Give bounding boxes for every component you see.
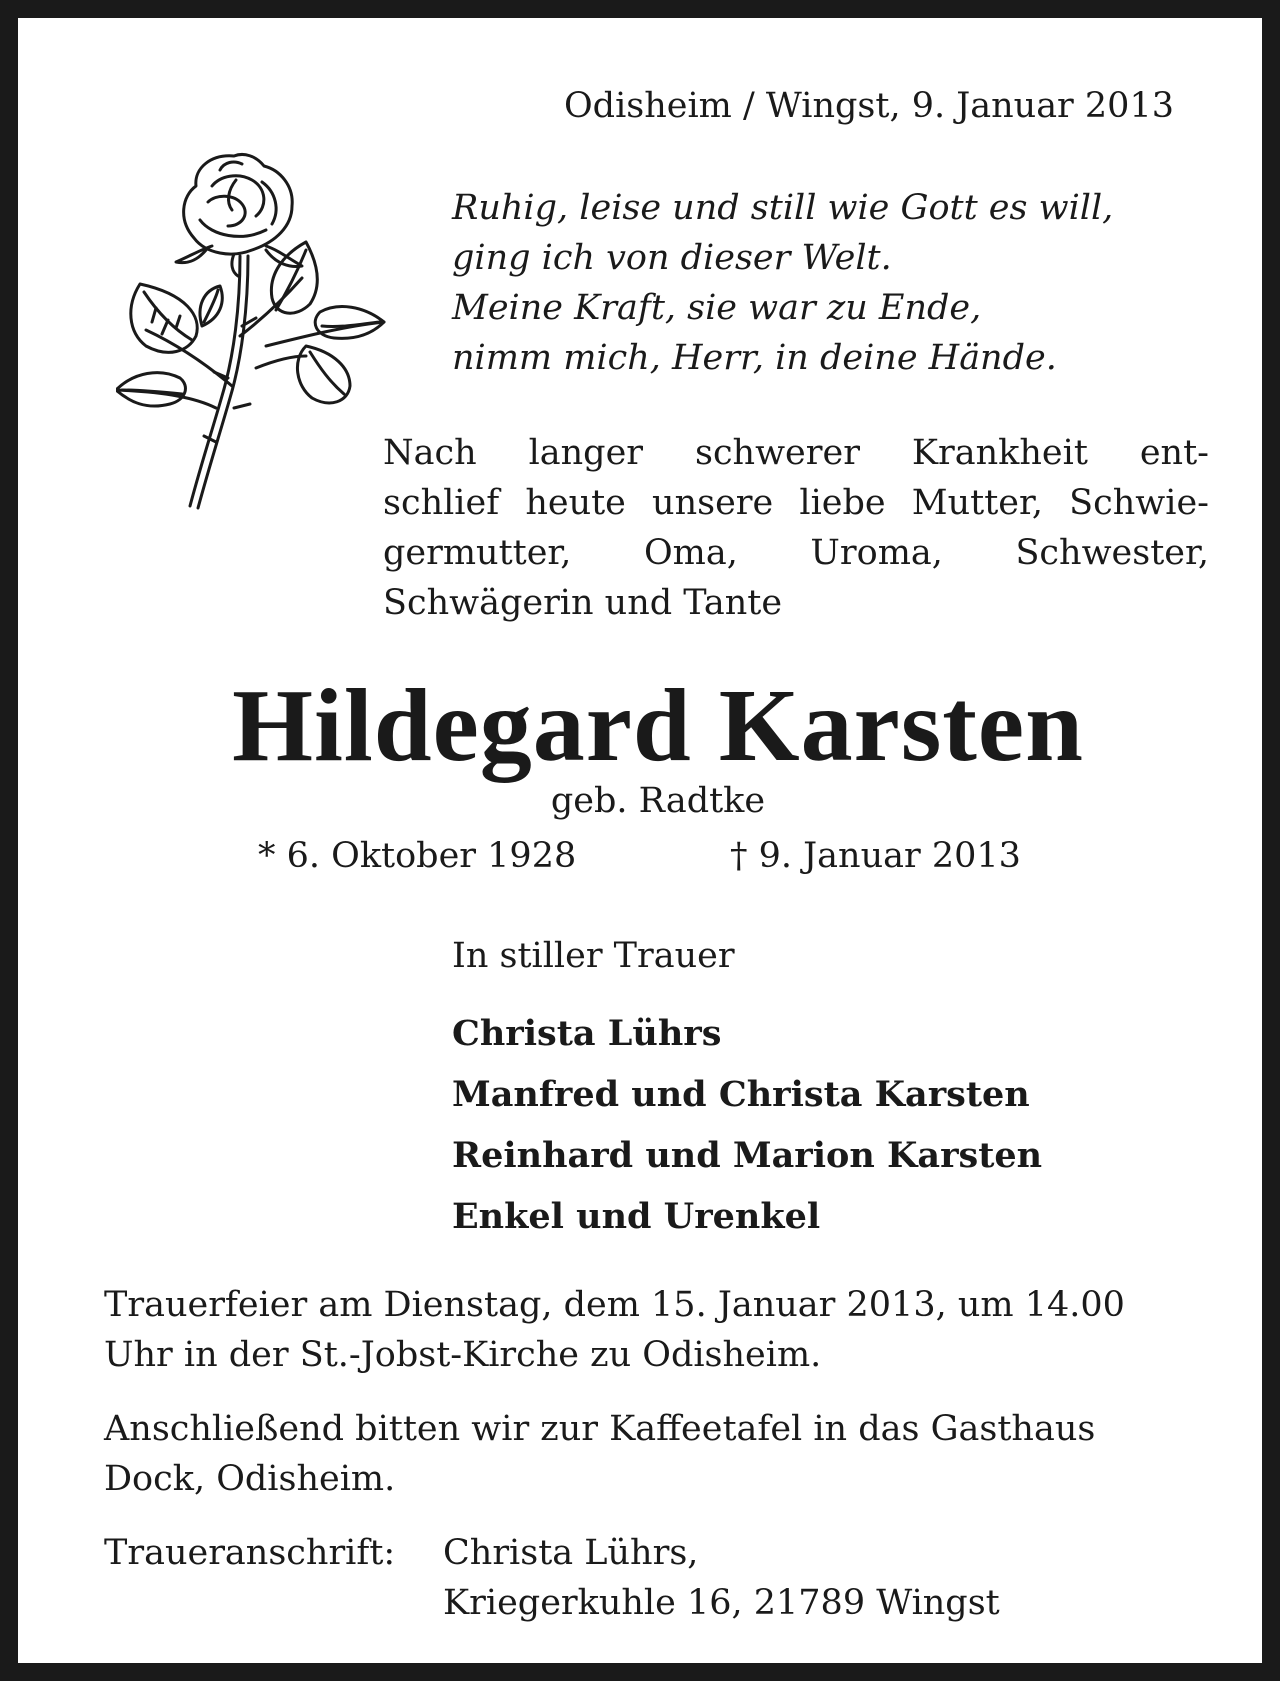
mourning-address	[443, 1528, 1000, 1628]
death-date: † 9. Januar 2013	[730, 836, 1021, 876]
deceased-name: Hildegard Karsten	[232, 668, 1084, 783]
poem	[452, 183, 1113, 383]
maiden-name: geb. Radtke	[550, 781, 766, 821]
reception-info	[104, 1404, 1095, 1504]
funeral-line: Trauerfeier am Dienstag, dem 15. Januar 2013, um 14.00	[104, 1285, 1125, 1325]
reception-line: Anschließend bitten wir zur Kaffeetafel in das Gasthaus	[104, 1409, 1096, 1449]
announcement-line: Nach langer schwerer Krankheit ent-	[383, 433, 1209, 473]
poem-line: nimm mich, Herr, in deine Hände.	[452, 338, 1057, 378]
announcement-line: schlief heute unsere liebe Mutter, Schwie-	[383, 483, 1209, 523]
mourner-name: Manfred und Christa Karsten	[452, 1074, 1030, 1115]
mourner-name: Enkel und Urenkel	[452, 1196, 821, 1237]
poem-line: Ruhig, leise und still wie Gott es will,	[452, 188, 1114, 228]
address-label: Traueranschrift:	[104, 1533, 396, 1573]
funeral-info	[104, 1280, 1125, 1380]
place-date: Odisheim / Wingst, 9. Januar 2013	[563, 86, 1174, 126]
address-line: Christa Lührs,	[443, 1533, 699, 1573]
mourners-list	[452, 1003, 1042, 1247]
rose-icon	[116, 146, 416, 526]
birth-date: * 6. Oktober 1928	[258, 836, 577, 876]
funeral-line: Uhr in der St.-Jobst-Kirche zu Odisheim.	[104, 1335, 822, 1375]
announcement-line: germutter, Oma, Uroma, Schwester,	[383, 533, 1209, 573]
reception-line: Dock, Odisheim.	[104, 1459, 396, 1499]
mourner-name: Christa Lührs	[452, 1013, 722, 1054]
poem-line: ging ich von dieser Welt.	[452, 238, 892, 278]
address-line: Kriegerkuhle 16, 21789 Wingst	[443, 1583, 1000, 1623]
mourner-name: Reinhard und Marion Karsten	[452, 1135, 1043, 1176]
announcement-line: Schwägerin und Tante	[383, 583, 783, 623]
poem-line: Meine Kraft, sie war zu Ende,	[452, 288, 982, 328]
mourning-heading: In stiller Trauer	[452, 936, 735, 976]
death-announcement	[383, 428, 1209, 628]
